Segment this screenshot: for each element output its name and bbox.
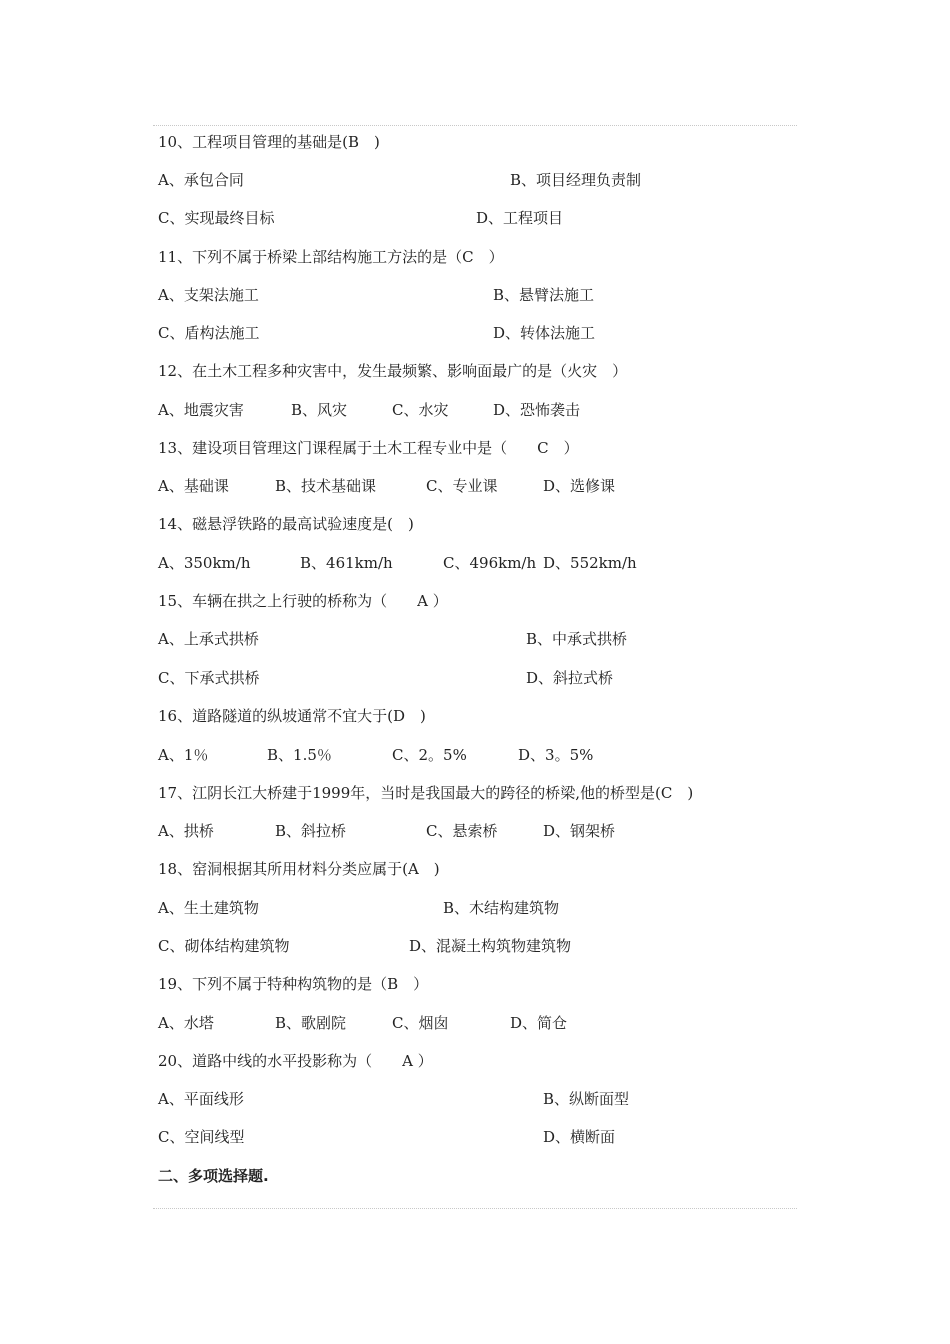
question-18-option-b: B、木结构建筑物 <box>443 899 560 917</box>
question-20-stem: 20、道路中线的水平投影称为（ A ） <box>158 1052 433 1070</box>
question-11-stem: 11、下列不属于桥梁上部结构施工方法的是（C ） <box>158 248 504 266</box>
bottom-divider <box>153 1208 797 1209</box>
question-10-option-c: C、实现最终目标 <box>158 209 275 227</box>
question-10-option-d: D、工程项目 <box>476 209 564 227</box>
question-13-stem: 13、建设项目管理这门课程属于土木工程专业中是（ C ） <box>158 439 579 457</box>
question-13-option-a: A、基础课 <box>158 477 229 495</box>
question-17-option-a: A、拱桥 <box>158 822 214 840</box>
question-15-options-row-1 <box>158 627 628 651</box>
question-12-option-a: A、地震灾害 <box>158 401 244 419</box>
question-17-stem: 17、江阴长江大桥建于1999年，当时是我国最大的跨径的桥梁,他的桥型是(C ) <box>158 784 694 802</box>
question-14-stem: 14、磁悬浮铁路的最高试验速度是( ) <box>158 515 414 533</box>
question-12-stem: 12、在土木工程多种灾害中，发生最频繁、影响面最广的是（火灾 ） <box>158 362 628 380</box>
question-18-options-row-1 <box>158 896 560 920</box>
question-10-options-row-1 <box>158 168 642 192</box>
question-15-option-d: D、斜拉式桥 <box>526 669 614 687</box>
question-18-stem: 18、窑洞根据其所用材料分类应属于(A ) <box>158 860 440 878</box>
question-19-option-c: C、烟囱 <box>392 1014 449 1032</box>
question-20-option-c: C、空间线型 <box>158 1128 245 1146</box>
question-13-option-d: D、选修课 <box>543 477 616 495</box>
question-18-option-a: A、生土建筑物 <box>158 899 259 917</box>
question-17-option-d: D、钢架桥 <box>543 822 616 840</box>
question-14-options-row <box>158 551 637 575</box>
question-20-options-row-2 <box>158 1125 616 1149</box>
question-11-option-b: B、悬臂法施工 <box>493 286 595 304</box>
question-14-option-c: C、496km/h <box>443 554 537 572</box>
question-19-stem: 19、下列不属于特种构筑物的是（B ） <box>158 975 429 993</box>
question-17-option-b: B、斜拉桥 <box>275 822 347 840</box>
question-11-option-a: A、支架法施工 <box>158 286 259 304</box>
question-12-option-b: B、风灾 <box>291 401 348 419</box>
question-11-option-c: C、盾构法施工 <box>158 324 260 342</box>
question-10-stem: 10、工程项目管理的基础是(B ) <box>158 133 380 151</box>
question-16-option-a: A、1％ <box>158 746 209 764</box>
question-15-option-c: C、下承式拱桥 <box>158 669 260 687</box>
question-13-options-row <box>158 474 616 498</box>
question-11-options-row-2 <box>158 321 596 345</box>
question-10-option-b: B、项目经理负责制 <box>510 171 642 189</box>
question-11-option-d: D、转体法施工 <box>493 324 596 342</box>
question-15-option-b: B、中承式拱桥 <box>526 630 628 648</box>
question-16-option-c: C、2。5% <box>392 746 467 764</box>
question-12-option-c: C、水灾 <box>392 401 449 419</box>
question-18-options-row-2 <box>158 934 572 958</box>
top-divider <box>153 125 797 126</box>
question-15-options-row-2 <box>158 666 614 690</box>
question-15-stem: 15、车辆在拱之上行驶的桥称为（ A ） <box>158 592 448 610</box>
question-10-options-row-2 <box>158 206 564 230</box>
question-19-option-b: B、歌剧院 <box>275 1014 347 1032</box>
question-20-option-b: B、纵断面型 <box>543 1090 630 1108</box>
question-20-option-a: A、平面线形 <box>158 1090 244 1108</box>
question-13-option-c: C、专业课 <box>426 477 498 495</box>
question-14-option-a: A、350km/h <box>158 554 251 572</box>
question-16-options-row <box>158 743 594 767</box>
question-15-option-a: A、上承式拱桥 <box>158 630 259 648</box>
question-10-option-a: A、承包合同 <box>158 171 244 189</box>
question-16-stem: 16、道路隧道的纵坡通常不宜大于(D ) <box>158 707 426 725</box>
question-20-options-row-1 <box>158 1087 630 1111</box>
question-14-option-b: B、461km/h <box>300 554 393 572</box>
question-19-option-d: D、简仓 <box>510 1014 568 1032</box>
question-17-option-c: C、悬索桥 <box>426 822 498 840</box>
question-16-option-b: B、1.5％ <box>267 746 332 764</box>
question-16-option-d: D、3。5% <box>518 746 594 764</box>
question-12-options-row <box>158 398 581 422</box>
question-12-option-d: D、恐怖袭击 <box>493 401 581 419</box>
question-11-options-row-1 <box>158 283 595 307</box>
question-18-option-c: C、砌体结构建筑物 <box>158 937 290 955</box>
question-19-options-row <box>158 1011 568 1035</box>
question-19-option-a: A、水塔 <box>158 1014 214 1032</box>
question-13-option-b: B、技术基础课 <box>275 477 377 495</box>
question-18-option-d: D、混凝土构筑物建筑物 <box>409 937 572 955</box>
question-20-option-d: D、横断面 <box>543 1128 616 1146</box>
section-heading: 二、多项选择题. <box>158 1167 269 1185</box>
question-14-option-d: D、552km/h <box>543 554 637 572</box>
question-17-options-row <box>158 819 616 843</box>
